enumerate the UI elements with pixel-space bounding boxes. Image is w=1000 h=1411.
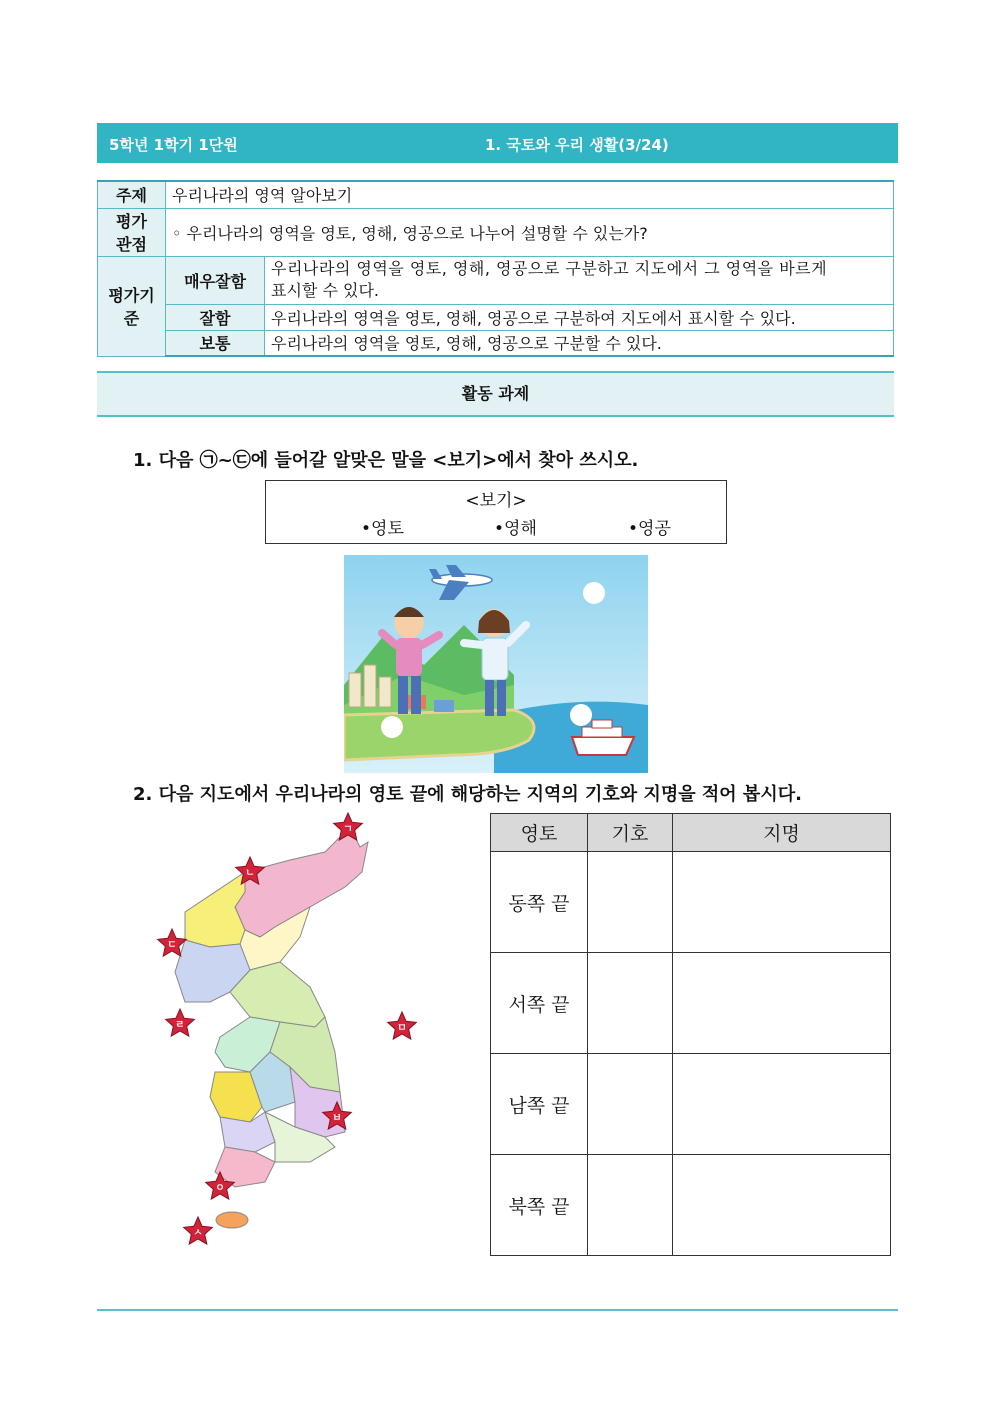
level-label: 보통 [166,330,265,356]
territory-illustration [344,555,648,773]
unit-title: 5학년 1학기 1단원 [109,136,238,154]
marker-label: ㅂ [332,1113,342,1124]
answer-blank-airspace [583,582,605,604]
place-name-cell[interactable] [673,852,891,953]
marker-label: ㅇ [215,1183,225,1194]
marker-label: ㅁ [397,1023,407,1034]
place-name-cell[interactable] [673,953,891,1054]
level-text: 우리나라의 영역을 영토, 영해, 영공으로 구분할 수 있다. [265,330,894,356]
lesson-title: 1. 국토와 우리 생활(3/24) [485,136,669,154]
region-north-west [185,872,245,947]
footer-divider [97,1309,898,1311]
korea-map [150,812,435,1252]
criteria-label [98,256,166,356]
table-header: 기호 [588,814,673,852]
answer-blank-territory [381,716,403,738]
topic-label: 주제 [98,181,166,208]
example-option: •영공 [628,519,671,539]
example-option: •영해 [494,519,537,539]
unit-header-bar [97,123,898,163]
example-option: •영토 [361,519,404,539]
assessment-info-table [97,180,894,357]
row-label: 남쪽 끝 [491,1054,588,1155]
marker-label: ㄷ [167,940,177,951]
symbol-cell[interactable] [588,953,673,1054]
level-text-line1: 우리나라의 영역을 영토, 영해, 영공으로 구분하고 지도에서 그 영역을 바르게 [271,259,828,278]
criteria-label-line2: 준 [123,309,140,328]
marker-label: ㄹ [175,1020,185,1031]
table-header: 지명 [673,814,891,852]
example-box [265,480,727,544]
level-label: 잘함 [166,304,265,330]
view-label [98,208,166,256]
place-name-cell[interactable] [673,1155,891,1256]
criteria-label-line1: 평가기 [108,286,155,305]
level-text: 우리나라의 영역을 영토, 영해, 영공으로 구분하여 지도에서 표시할 수 있다. [265,304,894,330]
table-row [491,953,891,1054]
question-1: 1. 다음 ㉠~㉢에 들어갈 알맞은 말을 <보기>에서 찾아 쓰시오. [133,450,639,471]
territory-answer-table [490,813,891,1256]
row-label: 동쪽 끝 [491,852,588,953]
level-label: 매우잘함 [166,256,265,304]
table-row [491,1155,891,1256]
view-label-line2: 관점 [116,235,147,254]
marker-label: ㄱ [343,824,353,835]
jeju-island [216,1212,248,1228]
table-header: 영토 [491,814,588,852]
place-name-cell[interactable] [673,1054,891,1155]
topic-value: 우리나라의 영역 알아보기 [166,181,894,208]
row-label: 북쪽 끝 [491,1155,588,1256]
view-label-line1: 평가 [116,212,147,231]
activity-title-bar: 활동 과제 [97,371,894,417]
answer-blank-sea [570,704,592,726]
level-text-line2: 표시할 수 있다. [271,281,379,300]
symbol-cell[interactable] [588,852,673,953]
question-2: 2. 다음 지도에서 우리나라의 영토 끝에 해당하는 지역의 기호와 지명을 적어 봅시다. [133,784,802,805]
example-box-title: <보기> [465,491,527,511]
marker-label: ㄴ [245,868,255,879]
table-row [491,1054,891,1155]
symbol-cell[interactable] [588,1155,673,1256]
marker-label: ㅅ [193,1228,203,1239]
view-value: ◦ 우리나라의 영역을 영토, 영해, 영공으로 나누어 설명할 수 있는가? [166,208,894,256]
symbol-cell[interactable] [588,1054,673,1155]
row-label: 서쪽 끝 [491,953,588,1054]
table-row [491,852,891,953]
level-text [265,256,894,304]
